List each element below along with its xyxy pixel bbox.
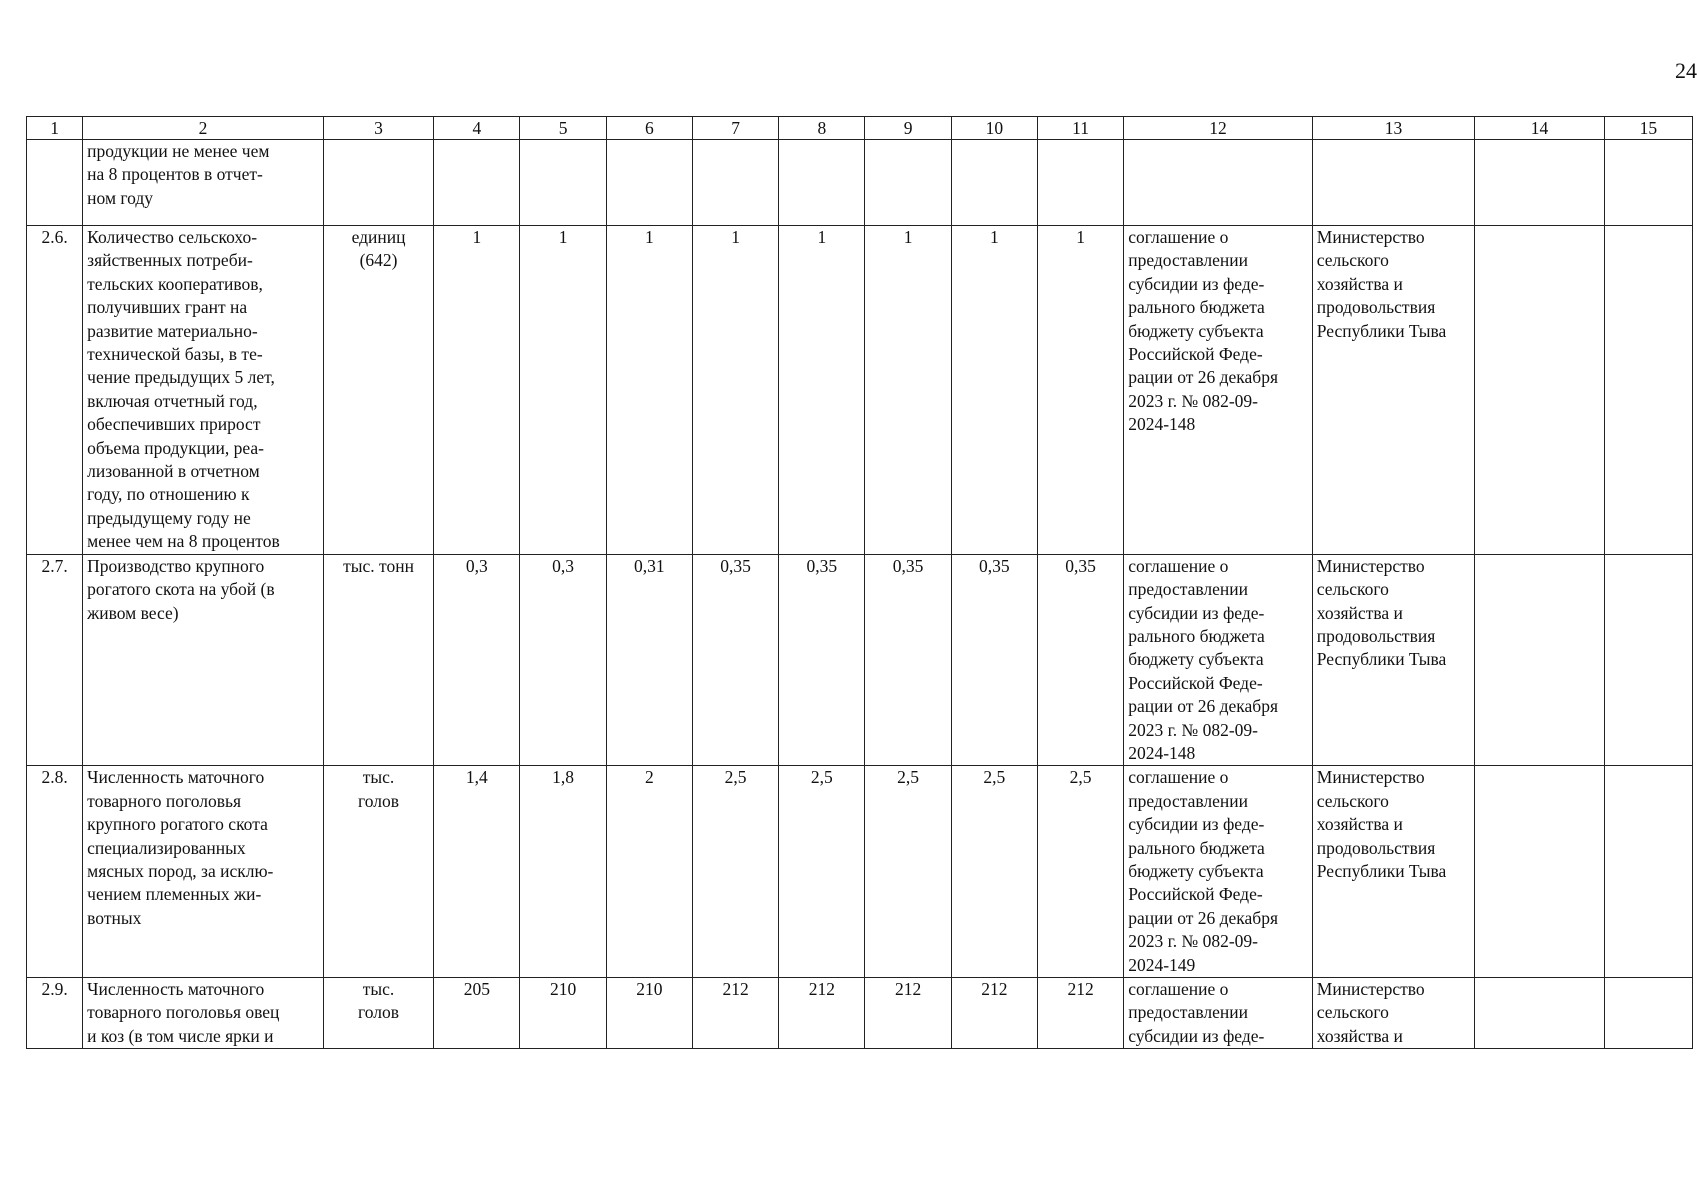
- value-cell-text: 0,35: [720, 555, 751, 576]
- value-cell: [520, 978, 606, 1049]
- indicator-name-cell-text: Производство крупного рогатого скота на убой (в живом весе): [87, 555, 275, 623]
- value-cell-text: 0,35: [806, 555, 838, 576]
- table-row: [27, 554, 1693, 766]
- value-cell-text: 2,5: [1069, 767, 1092, 788]
- value-cell-text: 2,5: [983, 767, 1006, 788]
- document-cell-text: соглашение о предоставлении субсидии из феде- рального бюджета бюджету субъекта Российской Феде- рации от 26 декабря 2023 г. № 082-09- 2024-148: [1128, 227, 1278, 435]
- document-cell-text: соглашение о предоставлении субсидии из феде-: [1128, 979, 1265, 1046]
- unit-cell-text: единиц (642): [351, 227, 406, 271]
- column-14-cell: [1475, 226, 1604, 555]
- value-cell-text: 1,8: [552, 767, 575, 788]
- value-cell-text: 2,5: [897, 767, 920, 788]
- value-cell: [1037, 226, 1123, 555]
- responsible-cell: [1312, 140, 1474, 226]
- value-cell: [606, 140, 692, 226]
- value-cell-text: 2,5: [724, 767, 747, 788]
- row-number-cell-text: 2.6.: [41, 227, 68, 247]
- indicator-name-cell-text: Численность маточного товарного поголовья крупного рогатого скота специализированных мясных пород, за исклю- чением племенных жи- вотных: [87, 767, 274, 928]
- value-cell: [520, 140, 606, 226]
- value-cell-text: 0,3: [552, 555, 575, 576]
- row-number-cell: [27, 554, 83, 766]
- unit-cell: [323, 226, 433, 555]
- column-15-cell: [1604, 766, 1692, 978]
- indicator-name-cell-text: продукции не менее чем на 8 процентов в отчет- ном году: [87, 141, 270, 208]
- value-cell: [434, 554, 520, 766]
- column-15-cell: [1604, 140, 1692, 226]
- value-cell-text: 212: [894, 979, 922, 999]
- value-cell-text: 2,5: [810, 767, 833, 788]
- value-cell: [692, 226, 778, 555]
- value-cell: [779, 226, 865, 555]
- responsible-cell: [1312, 226, 1474, 555]
- responsible-cell-text: Министерство сельского хозяйства и продовольствия Республики Тыва: [1316, 767, 1447, 881]
- column-number: 13: [1312, 117, 1474, 140]
- value-cell-text: 210: [549, 979, 577, 999]
- value-cell: [692, 766, 778, 978]
- column-14-cell: [1475, 554, 1604, 766]
- column-number: 4: [434, 117, 520, 140]
- value-cell-text: 1: [989, 227, 999, 247]
- value-cell: [520, 766, 606, 978]
- unit-cell-text: тыс. тонн: [343, 555, 414, 576]
- column-number: 2: [83, 117, 324, 140]
- responsible-cell-text: Министерство сельского хозяйства и продовольствия Республики Тыва: [1316, 555, 1447, 670]
- responsible-cell: [1312, 554, 1474, 766]
- column-number: 14: [1475, 117, 1604, 140]
- value-cell-text: 0,35: [979, 555, 1010, 576]
- page-number: 24: [1675, 58, 1697, 83]
- value-cell: [865, 140, 951, 226]
- value-cell: [951, 554, 1037, 766]
- value-cell: [779, 978, 865, 1049]
- responsible-cell: [1312, 766, 1474, 978]
- value-cell-text: 212: [722, 979, 749, 999]
- document-cell: [1124, 140, 1313, 226]
- column-14-cell: [1475, 978, 1604, 1049]
- responsible-cell-text: Министерство сельского хозяйства и продовольствия Республики Тыва: [1316, 227, 1447, 341]
- row-number-cell-text: 2.7.: [41, 555, 68, 576]
- responsible-cell-text: Министерство сельского хозяйства и: [1316, 979, 1425, 1046]
- indicator-name-cell-text: Количество сельскохо- зяйственных потреби- тельских кооперативов, получивших грант на развитие материально- технической базы, в те- чение предыдущих 5 лет, включая отчетный год, обеспечивших прирост объема продукции, реа- лизованной в отчетном году, по отношению к предыдущему году не менее чем на 8 процентов: [87, 227, 280, 552]
- indicator-name-cell: [83, 766, 324, 978]
- column-number: 3: [323, 117, 433, 140]
- value-cell: [692, 978, 778, 1049]
- responsible-cell: [1312, 978, 1474, 1049]
- value-cell: [951, 226, 1037, 555]
- table-row: [27, 140, 1693, 226]
- row-number-cell: [27, 226, 83, 555]
- unit-cell: [323, 554, 433, 766]
- indicators-table: [26, 116, 1693, 1049]
- document-cell: [1124, 554, 1313, 766]
- document-cell-text: соглашение о предоставлении субсидии из феде- рального бюджета бюджету субъекта Российской Феде- рации от 26 декабря 2023 г. № 082-09- 2024-148: [1128, 555, 1278, 763]
- value-cell: [951, 140, 1037, 226]
- table-row: [27, 226, 1693, 555]
- value-cell: [606, 226, 692, 555]
- indicator-name-cell: [83, 554, 324, 766]
- column-number: 8: [779, 117, 865, 140]
- value-cell: [434, 226, 520, 555]
- value-cell-text: 1: [644, 227, 654, 247]
- value-cell-text: 1: [472, 227, 482, 247]
- document-cell-text: соглашение о предоставлении субсидии из феде- рального бюджета бюджету субъекта Российской Феде- рации от 26 декабря 2023 г. № 082-09- 2024-149: [1128, 767, 1278, 975]
- column-14-cell: [1475, 766, 1604, 978]
- column-number: 15: [1604, 117, 1692, 140]
- value-cell: [606, 978, 692, 1049]
- value-cell-text: 205: [463, 979, 490, 999]
- column-number: 6: [606, 117, 692, 140]
- value-cell-text: 2: [644, 767, 654, 788]
- row-number-cell: [27, 766, 83, 978]
- value-cell: [1037, 978, 1123, 1049]
- column-number: 5: [520, 117, 606, 140]
- value-cell-text: 1: [558, 227, 568, 247]
- value-cell: [520, 226, 606, 555]
- indicator-name-cell: [83, 226, 324, 555]
- column-number: 1: [27, 117, 83, 140]
- unit-cell: [323, 978, 433, 1049]
- value-cell-text: 1: [1076, 227, 1085, 247]
- column-number-row: [27, 117, 1693, 140]
- row-number-cell-text: 2.8.: [41, 767, 68, 788]
- value-cell-text: 212: [981, 979, 1008, 999]
- column-number: 10: [951, 117, 1037, 140]
- value-cell-text: 1: [731, 227, 740, 247]
- value-cell: [865, 766, 951, 978]
- value-cell: [1037, 766, 1123, 978]
- column-number: 7: [692, 117, 778, 140]
- document-cell: [1124, 978, 1313, 1049]
- row-number-cell-text: 2.9.: [41, 979, 68, 999]
- column-15-cell: [1604, 226, 1692, 555]
- value-cell-text: 0,31: [634, 555, 665, 576]
- value-cell: [951, 766, 1037, 978]
- table-row: [27, 766, 1693, 978]
- value-cell: [1037, 554, 1123, 766]
- value-cell-text: 0,35: [1065, 555, 1096, 576]
- value-cell: [692, 554, 778, 766]
- value-cell-text: 0,35: [892, 555, 924, 576]
- unit-cell-text: тыс. голов: [358, 767, 400, 811]
- value-cell-text: 212: [808, 979, 835, 999]
- document-cell: [1124, 766, 1313, 978]
- column-15-cell: [1604, 978, 1692, 1049]
- value-cell: [520, 554, 606, 766]
- value-cell-text: 1: [817, 227, 827, 247]
- unit-cell: [323, 766, 433, 978]
- value-cell: [865, 226, 951, 555]
- value-cell: [865, 554, 951, 766]
- value-cell: [434, 140, 520, 226]
- value-cell: [606, 554, 692, 766]
- value-cell-text: 1: [903, 227, 913, 247]
- column-number: 11: [1037, 117, 1123, 140]
- value-cell: [692, 140, 778, 226]
- value-cell: [951, 978, 1037, 1049]
- value-cell-text: 210: [636, 979, 663, 999]
- value-cell: [1037, 140, 1123, 226]
- column-15-cell: [1604, 554, 1692, 766]
- value-cell-text: 212: [1067, 979, 1094, 999]
- value-cell-text: 1,4: [465, 767, 488, 788]
- row-number-cell: [27, 978, 83, 1049]
- column-14-cell: [1475, 140, 1604, 226]
- unit-cell: [323, 140, 433, 226]
- unit-cell-text: тыс. голов: [358, 979, 400, 1023]
- value-cell: [434, 978, 520, 1049]
- value-cell: [779, 554, 865, 766]
- value-cell: [865, 978, 951, 1049]
- value-cell: [779, 140, 865, 226]
- column-number: 9: [865, 117, 951, 140]
- column-number: 12: [1124, 117, 1313, 140]
- indicator-name-cell-text: Численность маточного товарного поголовья овец и коз (в том числе ярки и: [87, 979, 280, 1046]
- value-cell: [434, 766, 520, 978]
- indicator-name-cell: [83, 140, 324, 226]
- table-body: [27, 117, 1693, 1049]
- row-number-cell: [27, 140, 83, 226]
- value-cell: [779, 766, 865, 978]
- table-row: [27, 978, 1693, 1049]
- value-cell-text: 0,3: [465, 555, 488, 576]
- indicator-name-cell: [83, 978, 324, 1049]
- document-cell: [1124, 226, 1313, 555]
- value-cell: [606, 766, 692, 978]
